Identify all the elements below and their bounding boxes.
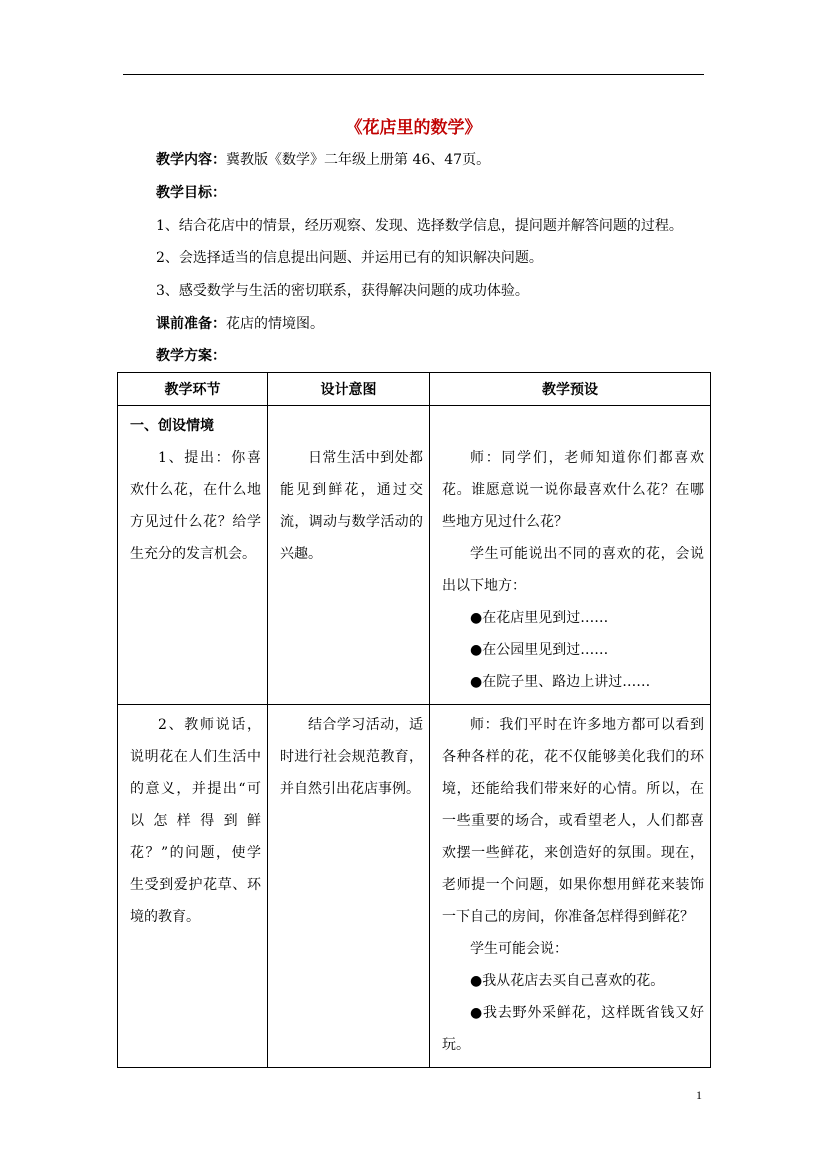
teaching-plan-table (117, 372, 711, 1068)
goal-item: 2、会选择适当的信息提出问题、并运用已有的知识解决问题。 (156, 250, 543, 266)
section-heading: 一、创设情境 (130, 418, 214, 434)
preset-bullet: ●我从花店去买自己喜欢的花。 (470, 973, 665, 989)
stage-cell (118, 705, 268, 1068)
table-row (118, 406, 711, 705)
table-header-row (118, 373, 711, 406)
stage-text: 1、提出：你喜欢什么花，在什么地方见过什么花？给学生充分的发言机会。 (130, 450, 261, 562)
goal-item: 3、感受数学与生活的密切联系，获得解决问题的成功体验。 (156, 283, 529, 299)
preset-text: 师：我们平时在许多地方都可以看到各种各样的花，花不仅能够美化我们的环境，还能给我们带来好的心情。所以，在一些重要的场合，或看望老人，人们都喜欢摆一些鲜花，来创造好的氛围。现在，老师提一个问题，如果你想用鲜花来装饰一下自己的房间，你准备怎样得到鲜花？ (442, 717, 704, 925)
teaching-goals-heading (156, 183, 716, 203)
preset-bullet: ●我去野外采鲜花，这样既省钱又好玩。 (442, 1005, 704, 1053)
teaching-plan-label: 教学方案： (156, 348, 226, 364)
preparation-text: 花店的情境图。 (226, 316, 324, 332)
teaching-plan-heading (156, 346, 716, 366)
intent-cell (268, 705, 430, 1068)
document-title: 《花店里的数学》 (345, 118, 482, 138)
goal-item: 1、结合花店中的情景，经历观察、发现、选择数学信息，提问题并解答问题的过程。 (156, 218, 683, 234)
teaching-content (156, 150, 716, 170)
preset-bullet: ●在公园里见到过…… (470, 642, 609, 658)
teaching-goals-label: 教学目标： (156, 185, 226, 201)
preparation (156, 314, 716, 334)
preset-text: 学生可能说出不同的喜欢的花，会说出以下地方： (442, 546, 704, 594)
preset-cell (430, 705, 711, 1068)
stage-cell (118, 406, 268, 705)
teaching-content-label: 教学内容： (156, 152, 226, 168)
preset-text: 学生可能会说： (470, 941, 568, 957)
preset-cell (430, 406, 711, 705)
column-header-stage: 教学环节 (118, 373, 268, 406)
page-number: 1 (696, 1088, 702, 1102)
column-header-preset: 教学预设 (430, 373, 711, 406)
teaching-content-text: 冀教版《数学》二年级上册第 46、47页。 (226, 152, 491, 168)
column-header-intent: 设计意图 (268, 373, 430, 406)
preset-bullet: ●在花店里见到过…… (470, 610, 609, 626)
preset-bullet: ●在院子里、路边上讲过…… (470, 674, 651, 690)
intent-text: 日常生活中到处都能见到鲜花，通过交流，调动与数学活动的兴趣。 (280, 450, 423, 562)
header-rule (123, 74, 704, 75)
intent-text: 结合学习活动，适时进行社会规范教育，并自然引出花店事例。 (280, 717, 423, 797)
preset-text: 师：同学们，老师知道你们都喜欢花。谁愿意说一说你最喜欢什么花？在哪些地方见过什么花？ (442, 450, 704, 530)
intent-cell (268, 406, 430, 705)
stage-text: 2、教师说话，说明花在人们生活中的意义，并提出“可以怎样得到鲜花？”的问题，使学生受到爱护花草、环境的教育。 (130, 717, 261, 925)
preparation-label: 课前准备： (156, 316, 226, 332)
table-row (118, 705, 711, 1068)
